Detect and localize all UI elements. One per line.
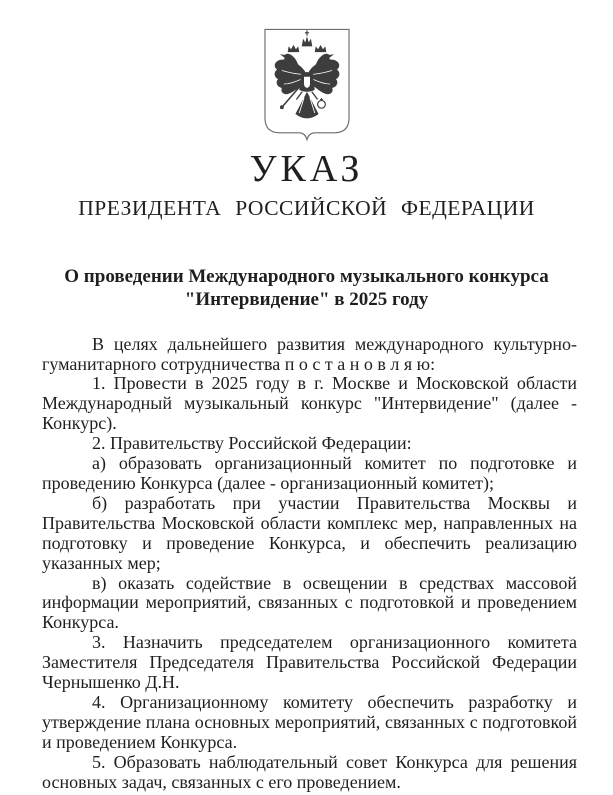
- issuer-title: ПРЕЗИДЕНТА РОССИЙСКОЙ ФЕДЕРАЦИИ: [78, 196, 535, 220]
- decree-body: [42, 335, 577, 793]
- decree-paragraph-2v: в) оказать содействие в освещении в средствах массовой информации мероприятий, связанных с подготовкой и проведением Конкурса.: [42, 572, 577, 633]
- decree-paragraph-3: 3. Назначить председателем организационного комитета Заместителя Председателя Правительства Российской Федерации Чернышенко Д.Н.: [42, 632, 577, 693]
- decree-paragraph-2a: а) образовать организационный комитет по подготовке и проведению Конкурса (далее - организационный комитет);: [42, 453, 577, 493]
- decree-paragraph-5: 5. Образовать наблюдательный совет Конкурса для решения основных задач, связанных с его проведением.: [42, 751, 577, 792]
- decree-paragraph-1: 1. Провести в 2025 году в г. Москве и Московской области Международный музыкальный конкурс "Интервидение" (далее - Конкурс).: [42, 373, 577, 434]
- decree-subject: [0, 265, 613, 311]
- russia-coat-of-arms-icon: [263, 28, 351, 142]
- decree-paragraph-2b: б) разработать при участии Правительства Москвы и Правительства Московской области комплекс мер, направленных на подготовку и проведение Конкурса, и обеспечить реализацию указанных мер;: [42, 492, 577, 573]
- decree-paragraph-preamble: В целях дальнейшего развития международного культурно-гуманитарного сотрудничества п о с т а н о в л я ю:: [42, 333, 577, 374]
- document-type-title: УКАЗ: [249, 148, 364, 190]
- decree-paragraph-4: 4. Организационному комитету обеспечить разработку и утверждение плана основных мероприятий, связанных с подготовкой и проведением Конкурса.: [42, 691, 577, 752]
- decree-subject-line-1: О проведении Международного музыкального конкурса: [64, 265, 549, 287]
- decree-subject-line-2: "Интервидение" в 2025 году: [184, 288, 429, 310]
- decree-paragraph-2: 2. Правительству Российской Федерации:: [92, 433, 412, 454]
